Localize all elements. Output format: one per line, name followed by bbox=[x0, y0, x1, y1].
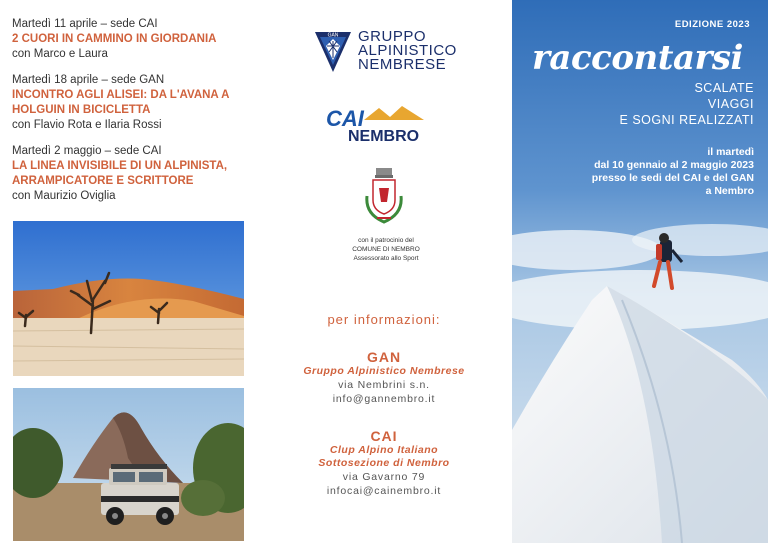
org-address: via Nembrini s.n. bbox=[338, 379, 430, 391]
schedule-line: a Nembro bbox=[705, 185, 754, 197]
gan-logo-text bbox=[358, 30, 457, 72]
patronage-note bbox=[316, 236, 456, 263]
gan-logo bbox=[314, 30, 457, 74]
schedule-line: il martedì bbox=[707, 146, 754, 158]
event-title: INCONTRO AGLI ALISEI: DA L'AVANA A bbox=[12, 89, 230, 101]
gan-logo-line: NEMBRESE bbox=[358, 56, 447, 73]
desert-photo bbox=[13, 221, 244, 376]
schedule-line: presso le sedi del CAI e del GAN bbox=[591, 172, 754, 184]
cai-nembro-logo bbox=[324, 104, 454, 144]
left-panel bbox=[0, 0, 256, 543]
event-date: Martedì 18 aprile – sede GAN bbox=[12, 74, 165, 86]
schedule-line: dal 10 gennaio al 2 maggio 2023 bbox=[594, 159, 754, 171]
cover-panel bbox=[512, 0, 768, 543]
cai-logo-letters: CAI bbox=[326, 106, 364, 131]
event-title: ARRAMPICATORE E SCRITTORE bbox=[12, 175, 194, 187]
event-speakers: con Flavio Rota e Ilaria Rossi bbox=[12, 119, 162, 131]
org-full-name: Clup Alpino Italiano bbox=[329, 444, 439, 456]
patronage-line: Assessorato allo Sport bbox=[353, 255, 419, 262]
org-email[interactable]: infocai@cainembro.it bbox=[326, 485, 442, 497]
subtitle-line: VIAGGI bbox=[707, 97, 754, 111]
patronage-line: con il patrocinio del bbox=[358, 237, 414, 244]
cover-title: raccontarsi bbox=[532, 38, 743, 78]
org-email[interactable]: info@gannembro.it bbox=[332, 393, 436, 405]
gan-shield-icon bbox=[314, 30, 352, 74]
event-2 bbox=[12, 73, 252, 133]
gan-contact bbox=[256, 349, 512, 406]
cai-contact bbox=[256, 428, 512, 498]
cover-subtitle bbox=[620, 80, 754, 128]
org-name: CAI bbox=[370, 428, 398, 444]
event-1 bbox=[12, 17, 252, 62]
gan-logo-line: GRUPPO bbox=[358, 28, 427, 45]
patronage-line: COMUNE DI NEMBRO bbox=[352, 246, 420, 253]
org-address: via Gavarno 79 bbox=[342, 471, 426, 483]
cai-logo-town: NEMBRO bbox=[348, 128, 420, 144]
event-date: Martedì 11 aprile – sede CAI bbox=[12, 18, 158, 30]
info-heading: per informazioni: bbox=[327, 312, 441, 327]
gan-logo-line: ALPINISTICO bbox=[358, 42, 457, 59]
gan-badge-text: GAN bbox=[327, 32, 339, 39]
org-full-name: Sottosezione di Nembro bbox=[318, 457, 450, 469]
event-speakers: con Maurizio Oviglia bbox=[12, 190, 116, 202]
schedule-note bbox=[592, 146, 754, 198]
org-name: GAN bbox=[366, 349, 402, 365]
event-title: LA LINEA INVISIBILE DI UN ALPINISTA, bbox=[12, 160, 228, 172]
subtitle-line: E SOGNI REALIZZATI bbox=[619, 113, 754, 127]
event-title: HOLGUIN IN BICICLETTA bbox=[12, 104, 151, 116]
event-title: 2 CUORI IN CAMMINO IN GIORDANIA bbox=[12, 33, 217, 45]
event-date: Martedì 2 maggio – sede CAI bbox=[12, 145, 162, 157]
subtitle-line: SCALATE bbox=[694, 81, 754, 95]
org-full-name: Gruppo Alpinistico Nembrese bbox=[303, 365, 465, 377]
savanna-photo bbox=[13, 388, 244, 541]
event-3 bbox=[12, 144, 252, 204]
event-speakers: con Marco e Laura bbox=[12, 48, 108, 60]
municipal-crest-icon bbox=[361, 166, 407, 230]
edition-label: EDIZIONE 2023 bbox=[674, 19, 750, 30]
middle-panel bbox=[256, 0, 512, 543]
